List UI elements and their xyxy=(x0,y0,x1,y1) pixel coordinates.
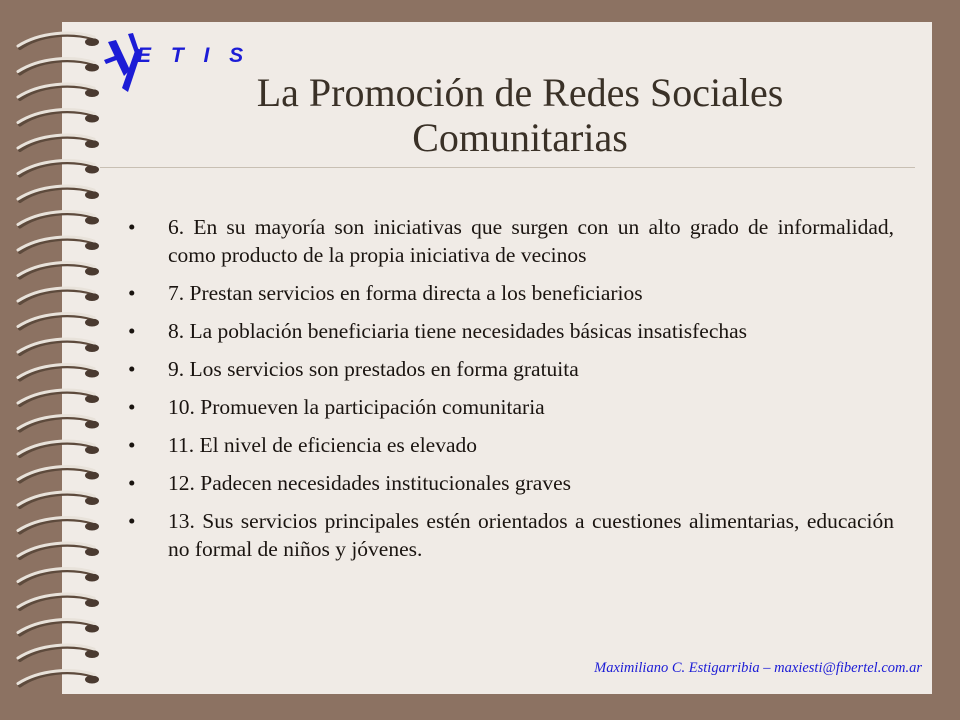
slide-title xyxy=(175,70,865,160)
spiral-ring-icon xyxy=(18,186,99,201)
bullet-dot-icon: • xyxy=(128,471,136,495)
spiral-binding xyxy=(0,0,120,720)
title-divider xyxy=(100,167,915,168)
title-line-2: Comunitarias xyxy=(412,115,628,160)
spiral-ring-icon xyxy=(18,237,99,252)
spiral-ring-icon xyxy=(18,263,99,278)
bullet-list xyxy=(128,213,894,573)
bullet-dot-icon: • xyxy=(128,509,136,533)
spiral-ring-icon xyxy=(18,518,99,533)
bullet-dot-icon: • xyxy=(128,281,136,305)
bullet-dot-icon: • xyxy=(128,319,136,343)
spiral-ring-icon xyxy=(18,569,99,584)
spiral-ring-icon xyxy=(18,441,99,456)
spiral-ring-icon xyxy=(18,645,99,660)
spiral-ring-icon xyxy=(18,620,99,635)
footer-credit: Maximiliano C. Estigarribia – maxiesti@fibertel.com.ar xyxy=(594,660,922,676)
spiral-ring-icon xyxy=(18,212,99,227)
spiral-ring-icon xyxy=(18,33,99,48)
bullet-item: • 8. La población beneficiaria tiene necesidades básicas insatisfechas xyxy=(128,319,748,343)
bullet-item: • 9. Los servicios son prestados en forma gratuita xyxy=(128,357,579,381)
bullet-item: • 7. Prestan servicios en forma directa a los beneficiarios xyxy=(128,281,643,305)
title-line-1: La Promoción de Redes Sociales xyxy=(256,70,784,115)
spiral-ring-icon xyxy=(18,84,99,99)
spiral-ring-icon xyxy=(18,339,99,354)
spiral-ring-icon xyxy=(18,467,99,482)
spiral-ring-icon xyxy=(18,135,99,150)
bullet-item: • 11. El nivel de eficiencia es elevado xyxy=(128,433,478,457)
spiral-ring-icon xyxy=(18,110,99,125)
bullet-item: • 12. Padecen necesidades institucionales graves xyxy=(128,471,571,495)
bullet-dot-icon: • xyxy=(128,433,136,457)
spiral-ring-icon xyxy=(18,416,99,431)
bullet-dot-icon: • xyxy=(128,357,136,381)
bullet-item: • 13. Sus servicios principales estén orientados a cuestiones alimentarias, educación no formal de niños y jóvenes. xyxy=(128,509,894,561)
bullet-dot-icon: • xyxy=(128,215,136,239)
spiral-ring-icon xyxy=(18,59,99,74)
spiral-ring-icon xyxy=(18,492,99,507)
bullet-item: • 6. En su mayoría son iniciativas que surgen con un alto grado de informalidad, como producto de la propia iniciativa de vecinos xyxy=(128,215,894,267)
logo-text: E T I S xyxy=(137,44,251,67)
spiral-ring-icon xyxy=(18,543,99,558)
bullet-item: • 10. Promueven la participación comunitaria xyxy=(128,395,545,419)
spiral-ring-icon xyxy=(18,390,99,405)
bullet-dot-icon: • xyxy=(128,395,136,419)
spiral-ring-icon xyxy=(18,594,99,609)
spiral-ring-icon xyxy=(18,314,99,329)
spiral-ring-icon xyxy=(18,288,99,303)
spiral-ring-icon xyxy=(18,671,99,686)
spiral-ring-icon xyxy=(18,161,99,176)
spiral-ring-icon xyxy=(18,365,99,380)
